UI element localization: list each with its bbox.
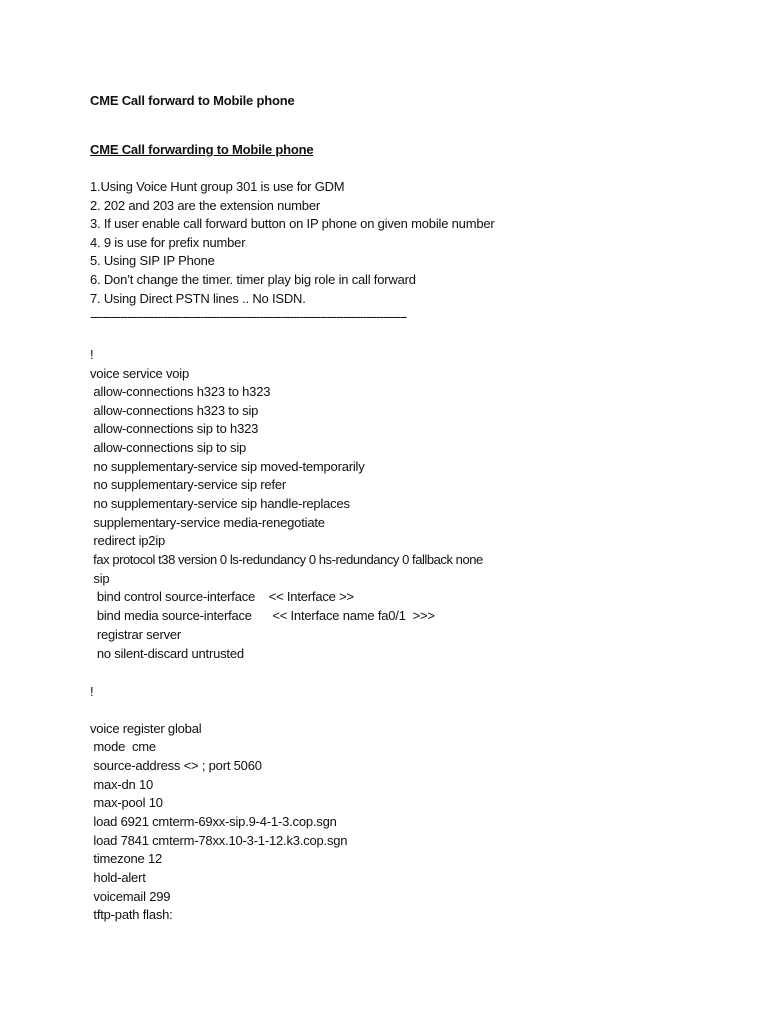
separator-line: ----------------------------------------------------------------------------------------------- <box>90 309 407 324</box>
config-line: allow-connections sip to h323 <box>90 421 259 436</box>
note-line: 4. 9 is use for prefix number <box>90 235 246 250</box>
config-line: load 7841 cmterm-78xx.10-3-1-12.k3.cop.sgn <box>90 833 348 848</box>
config-line: timezone 12 <box>90 851 163 866</box>
config-line: allow-connections sip to sip <box>90 440 247 455</box>
config-line: ! <box>90 347 94 362</box>
config-line: voice register global <box>90 721 202 736</box>
config-line: bind control source-interface << Interface >> <box>90 589 354 604</box>
config-line: mode cme <box>90 739 156 754</box>
config-line: redirect ip2ip <box>90 533 166 548</box>
config-line: hold-alert <box>90 870 146 885</box>
config-line: tftp-path flash: <box>90 907 173 922</box>
config-line: ! <box>90 684 94 699</box>
config-line: fax protocol t38 version 0 ls-redundancy 0 hs-redundancy 0 fallback none <box>90 552 483 567</box>
document-heading: CME Call forwarding to Mobile phone <box>90 142 314 157</box>
config-line: voice service voip <box>90 366 189 381</box>
config-line: allow-connections h323 to sip <box>90 403 259 418</box>
config-line: sip <box>90 571 110 586</box>
config-line: voicemail 299 <box>90 889 171 904</box>
config-line: source-address <> ; port 5060 <box>90 758 262 773</box>
note-line: 3. If user enable call forward button on IP phone on given mobile number <box>90 216 495 231</box>
note-line: 7. Using Direct PSTN lines .. No ISDN. <box>90 291 306 306</box>
config-line: no silent-discard untrusted <box>90 646 244 661</box>
config-line: registrar server <box>90 627 182 642</box>
note-line: 5. Using SIP IP Phone <box>90 253 215 268</box>
note-line: 2. 202 and 203 are the extension number <box>90 198 320 213</box>
config-line: load 6921 cmterm-69xx-sip.9-4-1-3.cop.sgn <box>90 814 337 829</box>
config-line: no supplementary-service sip moved-temporarily <box>90 459 365 474</box>
config-line: allow-connections h323 to h323 <box>90 384 271 399</box>
config-line: max-dn 10 <box>90 777 154 792</box>
config-line: max-pool 10 <box>90 795 163 810</box>
config-line: supplementary-service media-renegotiate <box>90 515 325 530</box>
config-line: no supplementary-service sip refer <box>90 477 287 492</box>
document-title: CME Call forward to Mobile phone <box>90 93 295 108</box>
note-line: 6. Don’t change the timer. timer play big role in call forward <box>90 272 416 287</box>
note-line: 1.Using Voice Hunt group 301 is use for GDM <box>90 179 345 194</box>
config-line: bind media source-interface << Interface name fa0/1 >>> <box>90 608 435 623</box>
config-line: no supplementary-service sip handle-replaces <box>90 496 350 511</box>
